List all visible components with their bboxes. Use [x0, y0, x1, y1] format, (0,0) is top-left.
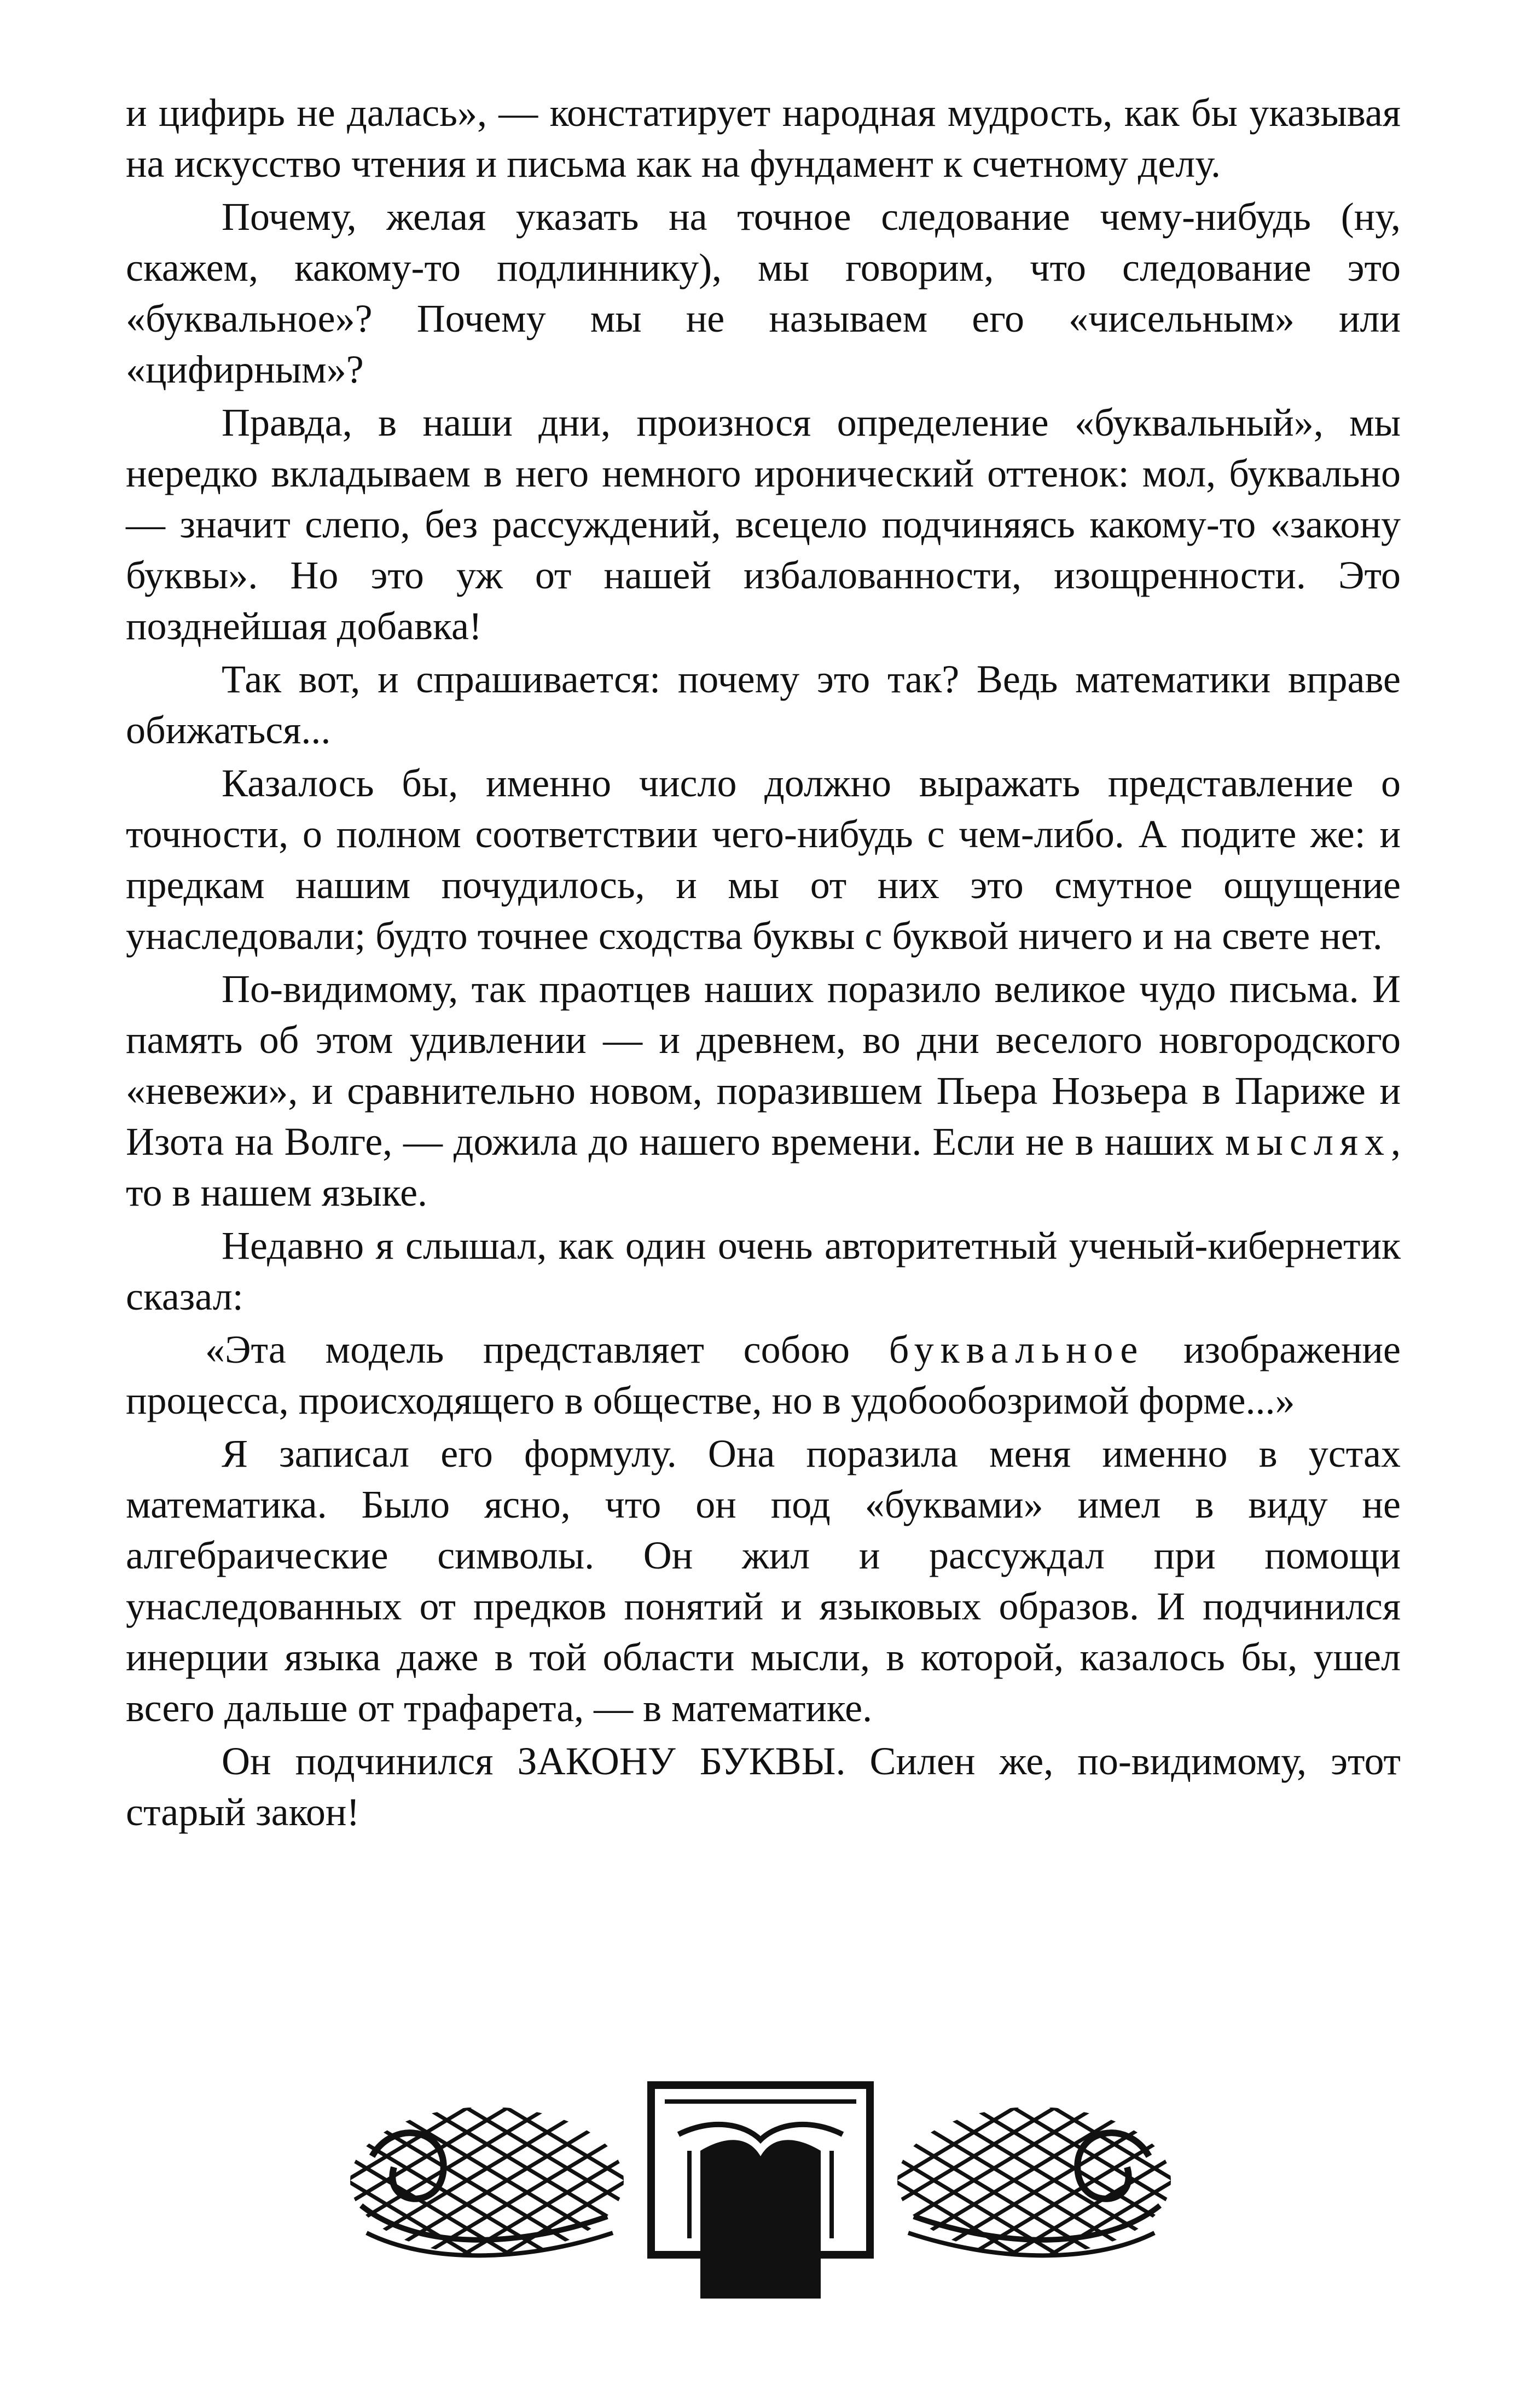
- paragraph-2: Почему, желая указать на точное следование чему-нибудь (ну, скажем, какому-то подлиннику), мы говорим, что следование это «буквальное»? Почему мы не называем его «чисельным» или «цифирным»?: [126, 195, 1401, 391]
- paragraph-6-part-2: , то в нашем языке.: [126, 1120, 1401, 1214]
- paragraph-6-spaced-word: мыслях: [1225, 1120, 1391, 1164]
- quote-part-1: «Эта модель представляет собою: [205, 1328, 889, 1371]
- paragraph-10: [126, 1736, 1401, 1838]
- quote-part-2: изображение процесса, происходящего в обществе, но в удобообозримой форме...»: [126, 1328, 1401, 1422]
- paragraph-9: Я записал его формулу. Она поразила меня именно в устах математика. Было ясно, что он под «буквами» имел в виду не алгебраические символы. Он жил и рассуждал при помощи унаследованных от предков понятий и языковых образов. И подчинился инерции языка даже в той области мысли, в которой, казалось бы, ушел всего дальше от трафарета, — в математике.: [126, 1432, 1401, 1730]
- paragraph-1: и цифирь не далась», — констатирует народная мудрость, как бы указывая на искусство чтения и письма как на фундамент к счетному делу.: [126, 91, 1401, 186]
- paragraph-6-part-1: По-видимому, так праотцев наших поразило великое чудо письма. И память об этом удивлении — и древнем, во дни веселого новгородского «невежи», и сравнительно новом, поразившем Пьера Нозьера в Париже и Изота на Волге, — дожила до нашего времени. Если не в наших: [126, 967, 1401, 1164]
- paragraph-7: Недавно я слышал, как один очень авторитетный ученый-кибернетик сказал:: [126, 1224, 1401, 1318]
- text-page: [126, 88, 1401, 1840]
- paragraph-3: Правда, в наши дни, произнося определение «буквальный», мы нередко вкладываем в него немного иронический оттенок: мол, буквально — значит слепо, без рассуждений, всецело подчиняясь какому-то «закону буквы». Но это уж от нашей избалованности, изощренности. Это позднейшая добавка!: [126, 401, 1401, 648]
- paragraph-4: Так вот, и спрашивается: почему это так? Ведь математики вправе обижаться...: [126, 657, 1401, 752]
- paragraph-10-part-1: Он подчинился: [222, 1739, 518, 1783]
- paragraph-6: [126, 964, 1401, 1218]
- quote-spaced-word: буквальное: [889, 1328, 1145, 1371]
- paragraph-10-part-2: . Силен же, по-видимому, этот старый закон!: [126, 1739, 1401, 1834]
- book-with-lattice-ornament-icon: [350, 2069, 1171, 2299]
- paragraph-5: Казалось бы, именно число должно выражать представление о точности, о полном соответствии чего-нибудь с чем-либо. А подите же: и предкам нашим почудилось, и мы от них это смутное ощущение унаследовали; будто точнее сходства буквы с буквой ничего и на свете нет.: [126, 761, 1401, 958]
- paragraph-10-caps: ЗАКОНУ БУКВЫ: [517, 1739, 836, 1783]
- quote-paragraph: [126, 1324, 1401, 1426]
